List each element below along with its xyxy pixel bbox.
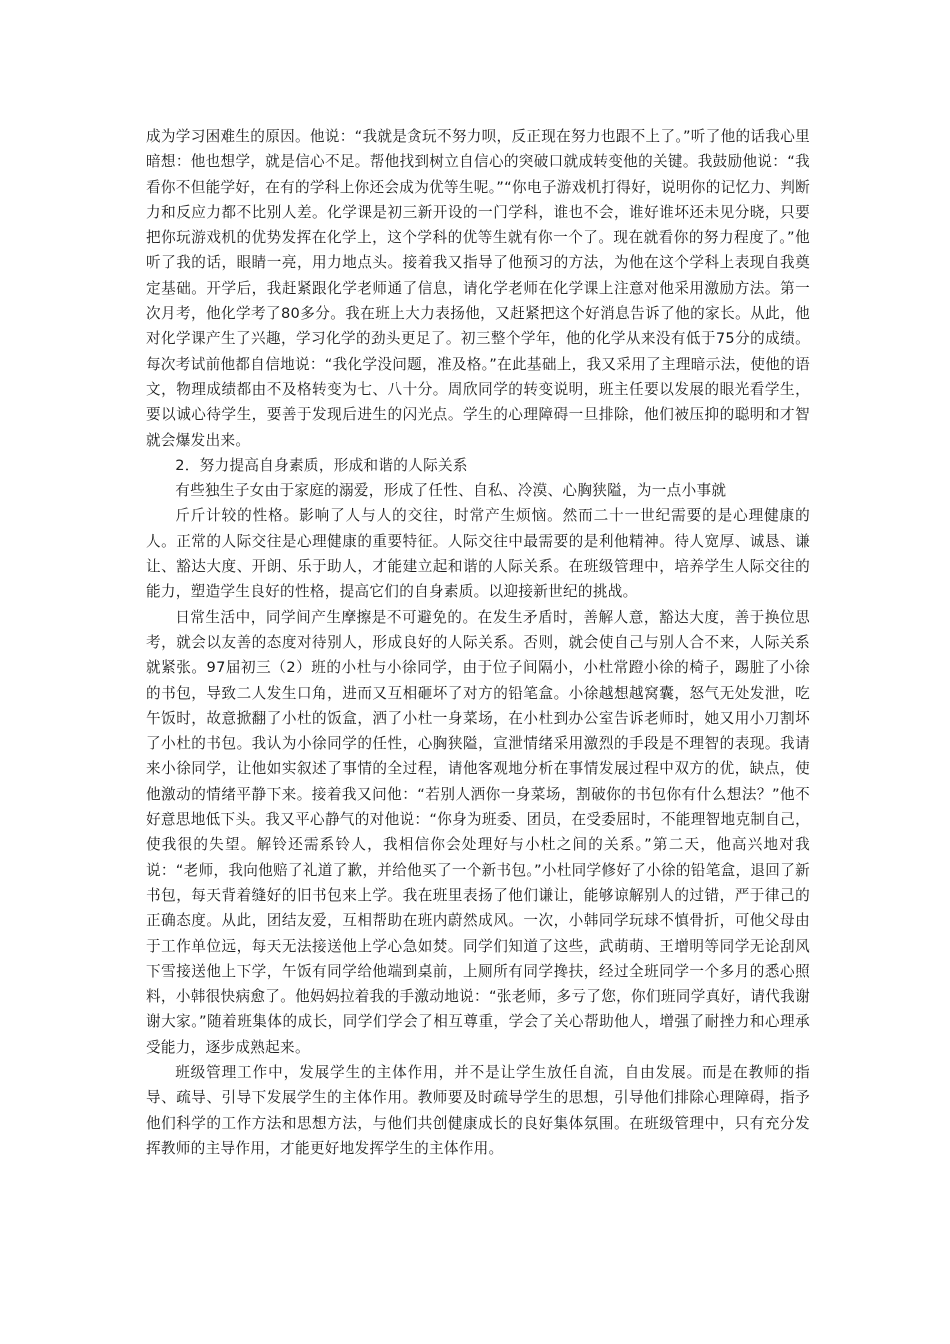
paragraph-class-management: 班级管理工作中，发展学生的主体作用，并不是让学生放任自流，自由发展。而是在教师的指导、疏导、引导下发展学生的主体作用。教师要及时疏导学生的思想，引导他们排除心理障碍，指予他们科学的工作方法和思想方法，与他们共创健康成长的良好集体氛围。在班级管理中，只有充分发挥教师的主导作用，才能更好地发挥学生的主体作用。 (146, 1063, 810, 1157)
paragraph-continuation: 成为学习困难生的原因。他说：“我就是贪玩不努力呗，反正现在努力也跟不上了。”听了他的话我心里暗想：他也想学，就是信心不足。帮他找到树立自信心的突破口就成转变他的关键。我鼓励他说：“我看你不但能学好，在有的学科上你还会成为优等生呢。”“你电子游戏机打得好，说明你的记忆力、判断力和反应力都不比别人差。化学课是初三新开设的一门学科，谁也不会，谁好谁坏还未见分晓，只要把你玩游戏机的优势发挥在化学上，这个学科的优等生就有你一个了。现在就看你的努力程度了。”他听了我的话，眼睛一亮，用力地点头。接着我又指导了他预习的方法，为他在这个学科上表现自我奠定基础。开学后，我赶紧跟化学老师通了信息，请化学老师在化学课上注意对他采用激励方法。第一次月考，他化学考了80多分。我在班上大力表扬他，又赶紧把这个好消息告诉了他的家长。从此，他对化学课产生了兴趣，学习化学的劲头更足了。初三整个学年，他的化学从来没有低于75分的成绩。每次考试前他都自信地说：“我化学没问题，准及格。”在此基础上，我又采用了主理暗示法，使他的语文，物理成绩都由不及格转变为七、八十分。周欣同学的转变说明，班主任要以发展的眼光看学生，要以诚心待学生，要善于发现后进生的闪光点。学生的心理障碍一旦排除，他们被压抑的聪明和才智就会爆发出来。 (146, 128, 810, 449)
paragraph-interpersonal: 斤斤计较的性格。影响了人与人的交往，时常产生烦恼。然而二十一世纪需要的是心理健康的人。正常的人际交往是心理健康的重要特征。人际交往中最需要的是利他精神。待人宽厚、诚恳、谦让、豁达大度、开朗、乐于助人，才能建立起和谐的人际关系。在班级管理中，培养学生人际交往的能力，塑造学生良好的性格，提高它们的自身素质。以迎接新世纪的挑战。 (146, 507, 810, 601)
section-heading: 2．努力提高自身素质，形成和谐的人际关系 (175, 456, 468, 474)
paragraph-lead-line: 有些独生子女由于家庭的溺爱，形成了任性、自私、冷漠、心胸狭隘，为一点小事就 (175, 482, 727, 500)
document-body (146, 124, 810, 1161)
paragraph-daily-life: 日常生活中，同学间产生摩擦是不可避免的。在发生矛盾时，善解人意，豁达大度，善于换位思考，就会以友善的态度对待别人，形成良好的人际关系。否则，就会使自己与别人合不来，人际关系就紧张。97届初三（2）班的小杜与小徐同学，由于位子间隔小，小杜常蹬小徐的椅子，踢脏了小徐的书包，导致二人发生口角，进而又互相砸坏了对方的铅笔盒。小徐越想越窝囊，怒气无处发泄，吃午饭时，故意掀翻了小杜的饭盒，洒了小杜一身菜场，在小杜到办公室告诉老师时，她又用小刀割坏了小杜的书包。我认为小徐同学的任性，心胸狭隘，宣泄情绪采用激烈的手段是不理智的表现。我请来小徐同学，让他如实叙述了事情的全过程，请他客观地分析在事情发展过程中双方的优，缺点，使他激动的情绪平静下来。接着我又问他：“若别人洒你一身菜场，割破你的书包你有什么想法？”他不好意思地低下头。我又平心静气的对他说：“你身为班委、团员，在受委屈时，不能理智地克制自己，使我很的失望。解铃还需系铃人，我相信你会处理好与小杜之间的关系。”第二天，他高兴地对我说：“老师，我向他赔了礼道了歉，并给他买了一个新书包。”小杜同学修好了小徐的铅笔盒，退回了新书包，每天背着缝好的旧书包来上学。我在班里表扬了他们谦让，能够谅解别人的过错，严于律己的正确态度。从此，团结友爱，互相帮助在班内蔚然成风。一次，小韩同学玩球不慎骨折，可他父母由于工作单位远，每天无法接送他上学心急如焚。同学们知道了这些，武萌萌、王增明等同学无论刮风下雪接送他上下学，午饭有同学给他端到桌前，上厕所有同学搀扶，经过全班同学一个多月的悉心照料，小韩很快病愈了。他妈妈拉着我的手激动地说：“张老师，多亏了您，你们班同学真好，请代我谢谢大家。”随着班集体的成长，同学们学会了相互尊重，学会了关心帮助他人，增强了耐挫力和心理承受能力，逐步成熟起来。 (146, 608, 810, 1056)
